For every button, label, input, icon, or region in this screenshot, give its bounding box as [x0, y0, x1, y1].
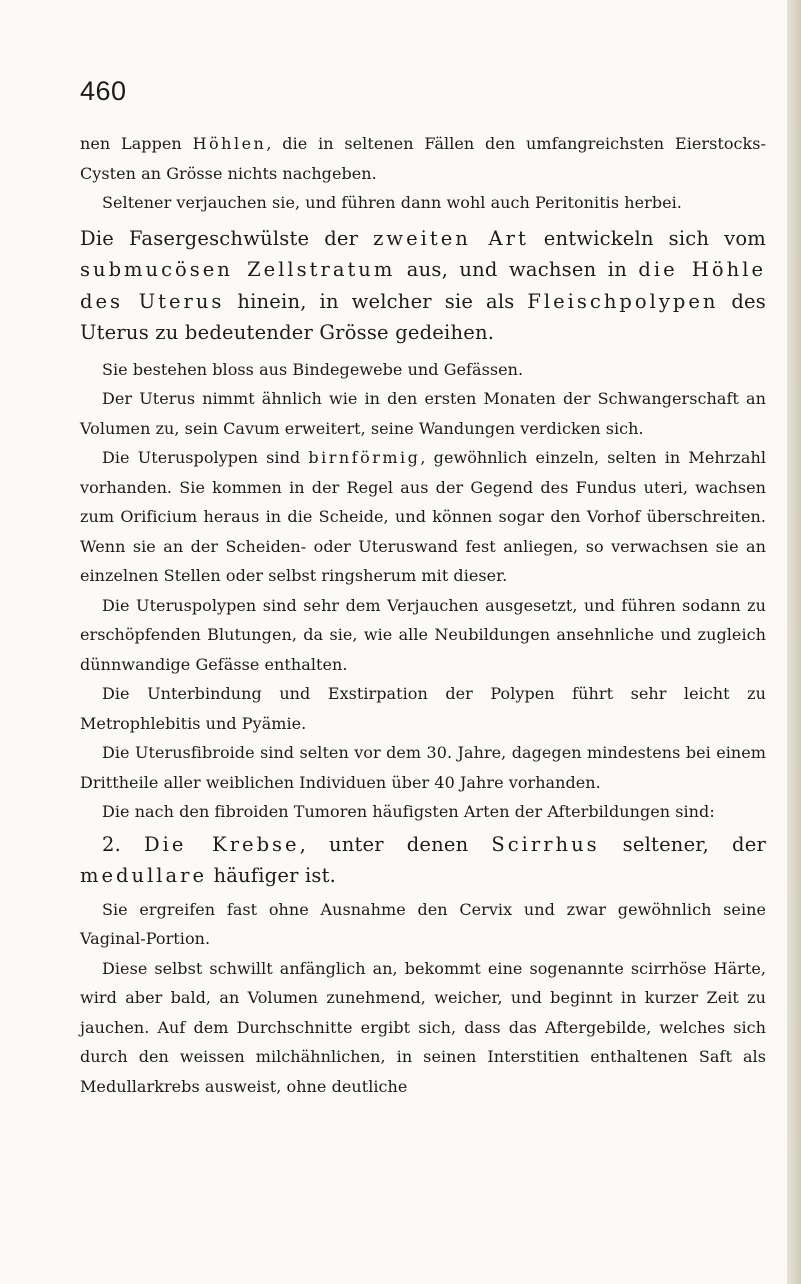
emphasis-spaced: zweiten Art	[373, 226, 529, 250]
paragraph: Der Uterus nimmt ähnlich wie in den ersten Monaten der Schwangerschaft an Volumen zu, sein Cavum erweitert, seine Wandungen verdicken sich.	[80, 389, 766, 438]
paragraph: Die Unterbindung und Exstirpation der Polypen führt sehr leicht zu Metrophlebitis und Pyämie.	[80, 684, 766, 733]
paragraph: Die nach den fibroiden Tumoren häufigsten Arten der Afterbildungen sind:	[102, 802, 715, 821]
body-text	[80, 129, 766, 1101]
emphasis-spaced: Scirrhus	[491, 832, 600, 856]
emphasis-spaced: medullare	[80, 864, 208, 887]
section-heading-paragraph: 2. Die Krebse, unter denen Scirrhus seltener, der medullare häufiger ist.	[80, 832, 766, 887]
emphasis-spaced: submucösen Zellstratum	[80, 258, 396, 281]
emphasis-spaced: die Höhle des Uterus	[80, 258, 766, 313]
emphasis-spaced: Fleischpolypen	[527, 289, 719, 313]
emphasis-spaced: birnförmig	[308, 448, 421, 467]
paragraph: Seltener verjauchen sie, und führen dann wohl auch Peritonitis herbei.	[102, 193, 682, 212]
paragraph: Die Uteruspolypen sind birnförmig, gewöhnlich einzeln, selten in Mehrzahl vorhanden. Sie kommen in der Regel aus der Gegend des Fundus uteri, wachsen zum Orificium heraus in die Scheide, und können sogar den Vorhof überschreiten. Wenn sie an der Scheiden- oder Uteruswand fest anliegen, so verwachsen sie an einzelnen Stellen oder selbst ringsherum mit dieser.	[80, 448, 767, 585]
page-number: 460	[80, 76, 127, 106]
page-edge-shadow	[787, 0, 801, 1284]
emphasis-spaced: Höhlen	[192, 134, 267, 153]
section-heading-paragraph: Die Fasergeschwülste der zweiten Art entwickeln sich vom submucösen Zellstratum aus, und wachsen in die Höhle des Uterus hinein, in welcher sie als Fleischpolypen des Uterus zu bedeutender Grösse gedeihen.	[80, 226, 766, 344]
emphasis-spaced: Die Krebse	[143, 832, 300, 856]
paragraph: Diese selbst schwillt anfänglich an, bekommt eine sogenannte scirrhöse Härte, wird aber bald, an Volumen zunehmend, weicher, und beginnt in kurzer Zeit zu jauchen. Auf dem Durchschnitte ergibt sich, dass das Aftergebilde, welches sich durch den weissen milchähnlichen, in seinen Interstitien enthaltenen Saft als Medullarkrebs ausweist, ohne deutliche	[80, 958, 766, 1096]
paragraph: Sie ergreifen fast ohne Ausnahme den Cervix und zwar gewöhnlich seine Vaginal-Portion.	[80, 899, 766, 948]
paragraph: Die Uteruspolypen sind sehr dem Verjauchen ausgesetzt, und führen sodann zu erschöpfenden Blutungen, da sie, wie alle Neubildungen ansehnliche und zugleich dünnwandige Gefässe enthalten.	[80, 595, 766, 674]
paragraph: Sie bestehen bloss aus Bindegewebe und Gefässen.	[102, 359, 524, 379]
paragraph: Die Uterusfibroide sind selten vor dem 30. Jahre, dagegen mindestens bei einem Drittheile aller weiblichen Individuen über 40 Jahre vorhanden.	[80, 743, 766, 792]
paragraph: nen Lappen Höhlen, die in seltenen Fällen den umfangreichsten Eierstocks-Cysten an Grösse nichts nachgeben.	[80, 134, 766, 183]
